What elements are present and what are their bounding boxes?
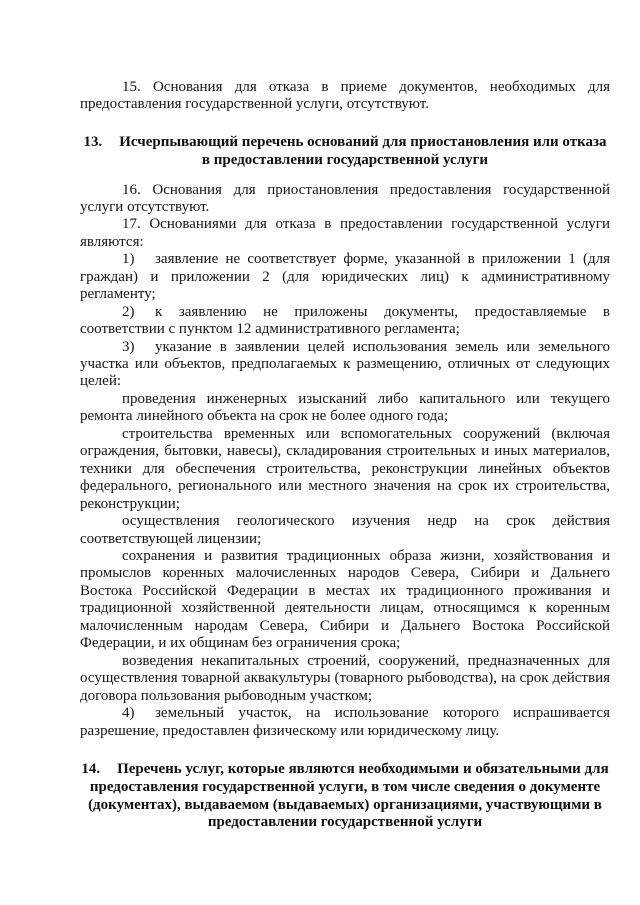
purpose-item-1: проведения инженерных изысканий либо капитального или текущего ремонта линейного объекта на срок не более одного года; — [80, 390, 610, 425]
section-13-number: 13. — [83, 133, 103, 150]
paragraph-15: 15. Основания для отказа в приеме документов, необходимых для предоставления государственной услуги, отсутствуют. — [80, 79, 610, 113]
paragraph-17: 17. Основаниями для отказа в предоставлении государственной услуги являются: — [80, 216, 610, 250]
refusal-ground-4-marker: 4) — [122, 705, 135, 722]
purpose-item-3: осуществления геологического изучения недр на срок действия соответствующей лицензии; — [80, 513, 610, 547]
purpose-item-2: строительства временных или вспомогательных сооружений (включая ограждения, бытовки, навесы), складирования строительных и иных материалов, техники для обеспечения строительства, реконструкции линейных объектов федерального, регионального или местного значения на срок их строительства, реконструкции; — [80, 425, 610, 512]
section-13-title: Исчерпывающий перечень оснований для приостановления или отказа в предоставлении государственной услуги — [119, 133, 607, 168]
section-13-heading — [80, 134, 610, 170]
section-14-number: 14. — [81, 761, 101, 777]
purpose-item-5: возведения некапитальных строений, сооружений, предназначенных для осуществления товарной аквакультуры (товарного рыбоводства), на срок действия договора пользования рыбоводным участком; — [80, 652, 610, 704]
refusal-ground-1-text: заявление не соответствует форме, указанной в приложении 1 (для граждан) и приложении 2 (для юридических лиц) к административному регламенту; — [80, 251, 610, 303]
refusal-ground-3 — [80, 339, 610, 391]
refusal-ground-1-marker: 1) — [122, 251, 135, 268]
refusal-ground-4-text: земельный участок, на использование которого испрашивается разрешение, предоставлен физическому или юридическому лицу. — [80, 705, 610, 739]
refusal-ground-3-marker: 3) — [122, 338, 135, 355]
refusal-ground-4 — [80, 705, 610, 740]
paragraph-16: 16. Основания для приостановления предоставления государственной услуги отсутствуют. — [80, 181, 610, 215]
refusal-ground-2-marker: 2) — [122, 303, 135, 320]
section-14-heading — [80, 761, 610, 832]
refusal-ground-2-text: к заявлению не приложены документы, предоставляемые в соответствии с пунктом 12 административного регламента; — [80, 303, 610, 338]
refusal-ground-1 — [80, 251, 610, 303]
refusal-ground-3-text: указание в заявлении целей использования земель или земельного участка или объектов, предполагаемых к размещению, отличных от следующих целей: — [80, 338, 610, 390]
section-14-title: Перечень услуг, которые являются необходимыми и обязательными для предоставления государственной услуги, в том числе сведения о документе (документах), выдаваемом (выдаваемых) организациями, участвующими в предоставлении государственной услуги — [88, 761, 609, 831]
refusal-ground-2 — [80, 304, 610, 339]
purpose-item-4: сохранения и развития традиционных образа жизни, хозяйствования и промыслов коренных малочисленных народов Севера, Сибири и Дальнего Востока Российской Федерации в местах их традиционного проживания и традиционной хозяйственной деятельности лицам, относящимся к коренным малочисленным народам Севера, Сибири и Дальнего Востока Российской Федерации, и их общинам без ограничения срока; — [80, 548, 610, 652]
